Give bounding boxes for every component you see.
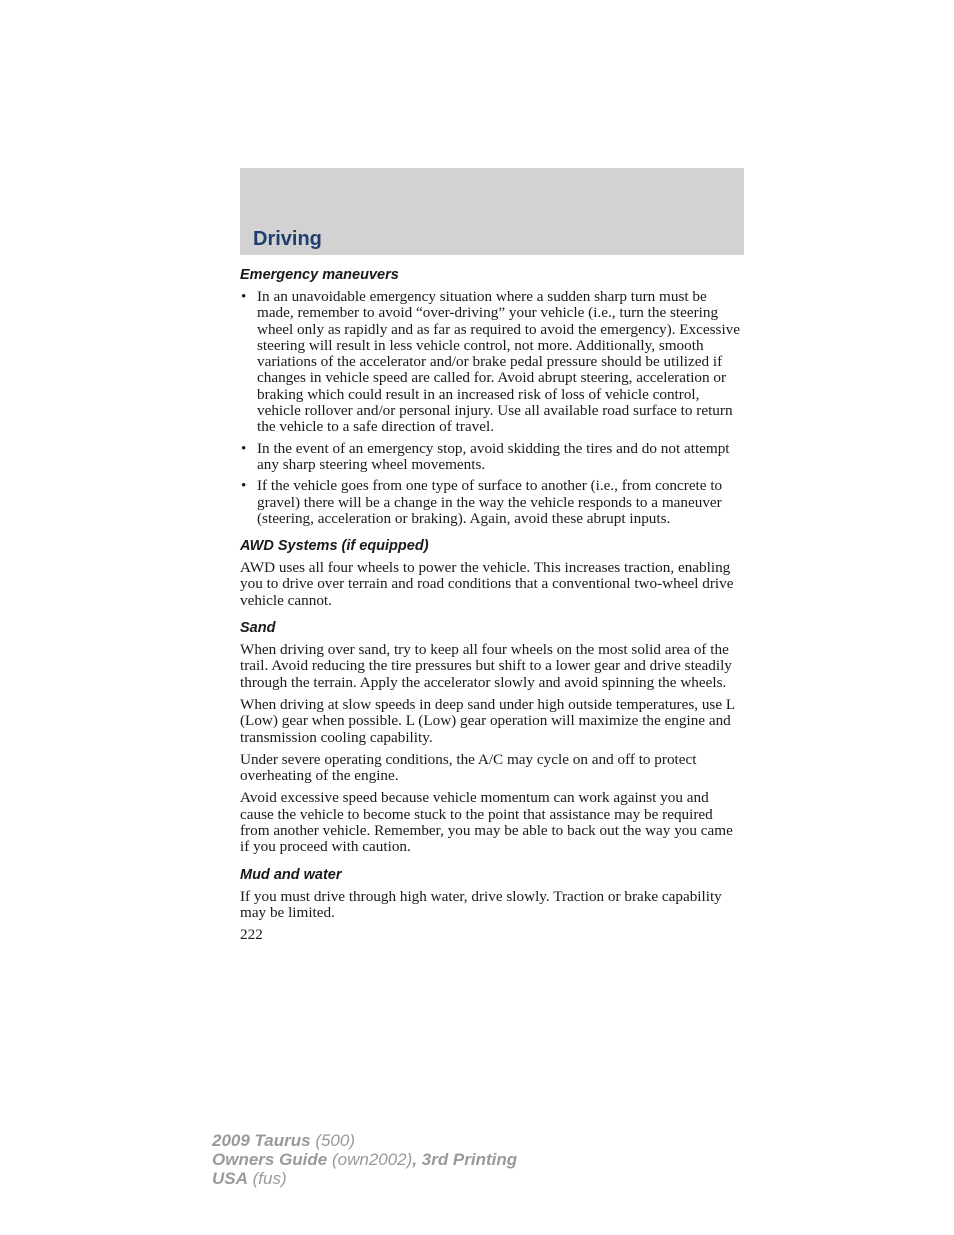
- awd-section: [240, 560, 744, 609]
- heading-awd-systems: AWD Systems (if equipped): [240, 538, 429, 555]
- emergency-bullet-list: [240, 289, 744, 527]
- paragraph: Under severe operating conditions, the A/C may cycle on and off to protect overheating of the engine.: [240, 750, 697, 785]
- heading-emergency-maneuvers: Emergency maneuvers: [240, 267, 399, 283]
- heading-sand: Sand: [240, 620, 276, 637]
- document-footer: [212, 1131, 517, 1188]
- paragraph: If you must drive through high water, drive slowly. Traction or brake capability may be limited.: [240, 887, 722, 921]
- paragraph: When driving at slow speeds in deep sand under high outside temperatures, use L (Low) gear when possible. L (Low) gear operation will maximize the engine and transmission cooling capability.: [240, 695, 735, 746]
- page-number: 222: [240, 926, 263, 944]
- bullet-item: [240, 289, 744, 436]
- heading-mud-and-water: Mud and water: [240, 866, 342, 883]
- footer-line-market: USA (fus): [212, 1169, 287, 1188]
- bullet-icon: •: [241, 288, 247, 305]
- footer-line-model: 2009 Taurus (500): [212, 1131, 356, 1150]
- bullet-text: In an unavoidable emergency situation where a sudden sharp turn must be made, remember to avoid “over-driving” your vehicle (i.e., turn the steering wheel only as rapidly and as far as required to avoid the emergency). Excessive steering will result in less vehicle control, not more. Additionally, smooth variations of the accelerator and/or brake pedal pressure should be utilized if changes in vehicle speed are called for. Avoid abrupt steering, acceleration or braking which could result in an increased risk of loss of vehicle control, vehicle rollover and/or personal injury. Use all available road surface to return the vehicle to a safe direction of travel.: [257, 288, 741, 436]
- section-title: Driving: [253, 228, 322, 250]
- paragraph: AWD uses all four wheels to power the vehicle. This increases traction, enabling you to drive over terrain and road conditions that a conventional two-wheel drive vehicle cannot.: [240, 559, 734, 609]
- bullet-text: If the vehicle goes from one type of surface to another (i.e., from concrete to gravel) there will be a change in the way the vehicle responds to a maneuver (steering, acceleration or braking). Again, avoid these abrupt inputs.: [257, 477, 723, 527]
- bullet-text: In the event of an emergency stop, avoid skidding the tires and do not attempt any sharp steering wheel movements.: [257, 439, 730, 473]
- bullet-icon: •: [241, 439, 247, 457]
- page-content: [240, 266, 744, 944]
- bullet-icon: •: [241, 477, 247, 495]
- section-header-band: [240, 168, 744, 255]
- paragraph: When driving over sand, try to keep all four wheels on the most solid area of the trail. Avoid reducing the tire pressures but shift to a lower gear and drive steadily through the terrain. Apply the accelerator slowly and avoid spinning the wheels.: [240, 641, 732, 691]
- footer-line-guide: Owners Guide (own2002), 3rd Printing: [212, 1150, 518, 1169]
- mud-section: [240, 889, 744, 922]
- paragraph: Avoid excessive speed because vehicle momentum can work against you and cause the vehicle to become stuck to the point that assistance may be required from another vehicle. Remember, you may be able to back out the way you came if you proceed with caution.: [240, 789, 733, 856]
- bullet-item: [240, 441, 744, 474]
- sand-section: [240, 642, 744, 856]
- bullet-item: [240, 478, 744, 527]
